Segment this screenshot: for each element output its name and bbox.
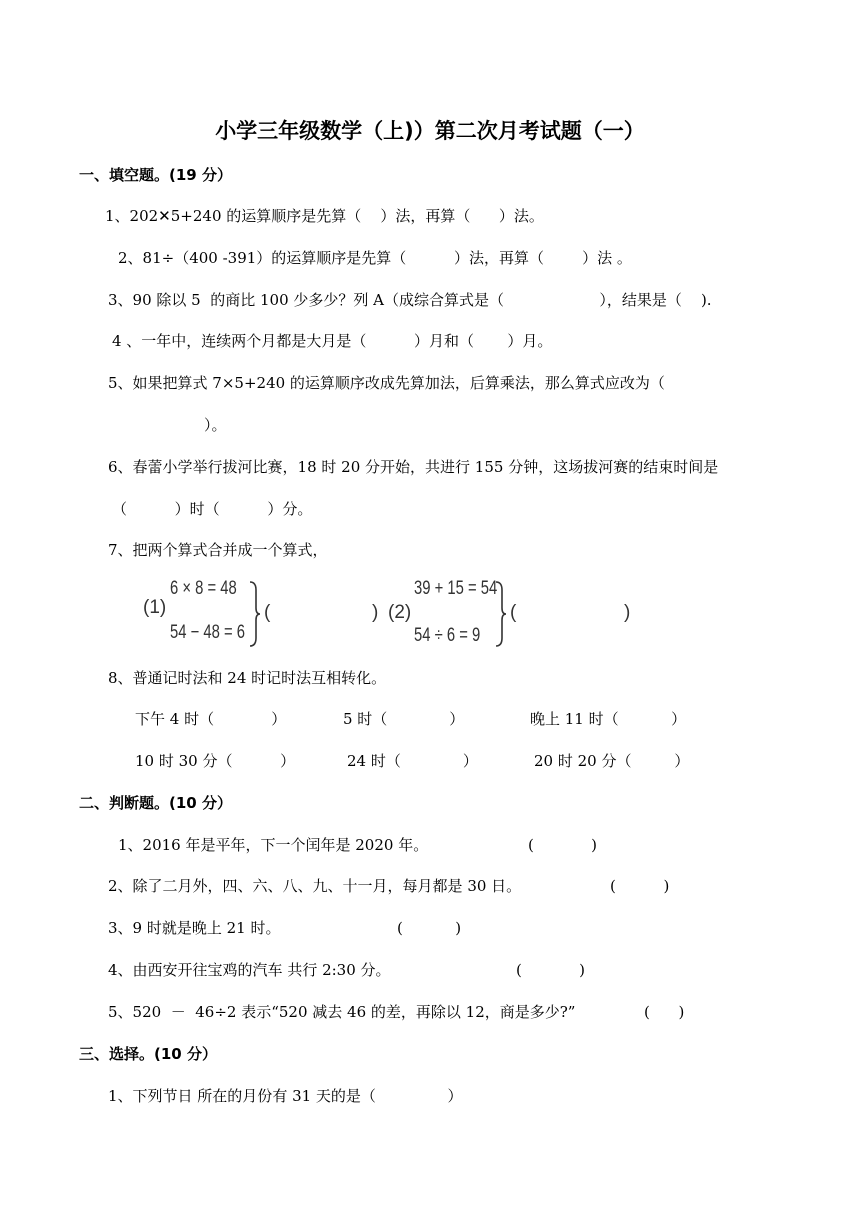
time-convert-item: 24 时（ ）	[347, 752, 478, 770]
judge-item-3: 3、9 时就是晚上 21 时。	[108, 919, 281, 937]
judge-answer-4: ( )	[516, 961, 585, 979]
judge-answer-1: ( )	[528, 836, 597, 854]
judge-item-2: 2、除了二月外，四、六、八、九、十一月，每月都是 30 日。	[108, 877, 522, 895]
fill-question-5-line1: 5、如果把算式 7×5+240 的运算顺序改成先算加法，后算乘法，那么算式应改为（	[108, 374, 665, 392]
time-convert-item: 晚上 11 时（ ）	[530, 710, 687, 728]
judge-item-5: 5、520 － 46÷2 表示“520 减去 46 的差，再除以 12，商是多少?”	[108, 1003, 576, 1021]
judge-answer-5: ( )	[644, 1003, 685, 1021]
fill-question-6-line1: 6、春蕾小学举行拔河比赛，18 时 20 分开始，共进行 155 分钟，这场拔河赛的结束时间是	[108, 458, 719, 476]
time-convert-item: 5 时（ ）	[343, 710, 465, 728]
part2-answer-close: )	[624, 602, 631, 623]
page-title: 小学三年级数学（上)）第二次月考试题（一）	[215, 119, 645, 143]
choice-question-1: 1、下列节日 所在的月份有 31 天的是（ ）	[108, 1087, 463, 1105]
part1-equation-bottom: 54 − 48 = 6	[170, 622, 246, 643]
judge-item-4: 4、由西安开往宝鸡的汽车 共行 2:30 分。	[108, 961, 391, 979]
fill-question-8: 8、普通记时法和 24 时记时法互相转化。	[108, 669, 387, 687]
part1-brace-icon	[248, 580, 262, 648]
part2-label: (2)	[388, 602, 412, 623]
part2-brace-icon	[494, 580, 508, 648]
part1-answer-open: (	[264, 602, 271, 623]
part1-equation-top: 6 × 8 = 48	[170, 578, 237, 599]
part1-answer-close: )	[372, 602, 379, 623]
fill-question-4: 4 、一年中，连续两个月都是大月是（ ）月和（ ）月。	[112, 332, 553, 350]
fill-question-6-line2: （ ）时（ ）分。	[112, 500, 313, 518]
part1-label: (1)	[143, 597, 167, 618]
judge-answer-2: ( )	[610, 877, 670, 895]
time-convert-item: 10 时 30 分（ ）	[135, 752, 296, 770]
section-heading-judge: 二、判断题。(10 分）	[79, 794, 232, 812]
fill-question-3: 3、90 除以 5 的商比 100 少多少？列 A（成综合算式是（ ），结果是（ ).	[108, 291, 712, 309]
fill-question-7: 7、把两个算式合并成一个算式，	[108, 541, 328, 559]
fill-question-1: 1、202✕5+240 的运算顺序是先算（ ）法，再算（ ）法。	[105, 207, 544, 225]
judge-answer-3: ( )	[397, 919, 462, 937]
fill-question-2: 2、81÷（400 -391）的运算顺序是先算（ ）法，再算（ ）法 。	[118, 249, 632, 267]
fill-question-5-line2: ）。	[204, 416, 227, 434]
section-heading-fill: 一、填空题。(19 分）	[79, 166, 232, 184]
part2-equation-top: 39 + 15 = 54	[414, 578, 498, 599]
part2-answer-open: (	[510, 602, 517, 623]
part2-equation-bottom: 54 ÷ 6 = 9	[414, 625, 481, 646]
section-heading-choice: 三、选择。(10 分）	[79, 1045, 217, 1063]
judge-item-1: 1、2016 年是平年，下一个闰年是 2020 年。	[118, 836, 429, 854]
time-convert-item: 下午 4 时（ ）	[135, 710, 287, 728]
time-convert-item: 20 时 20 分（ ）	[534, 752, 690, 770]
